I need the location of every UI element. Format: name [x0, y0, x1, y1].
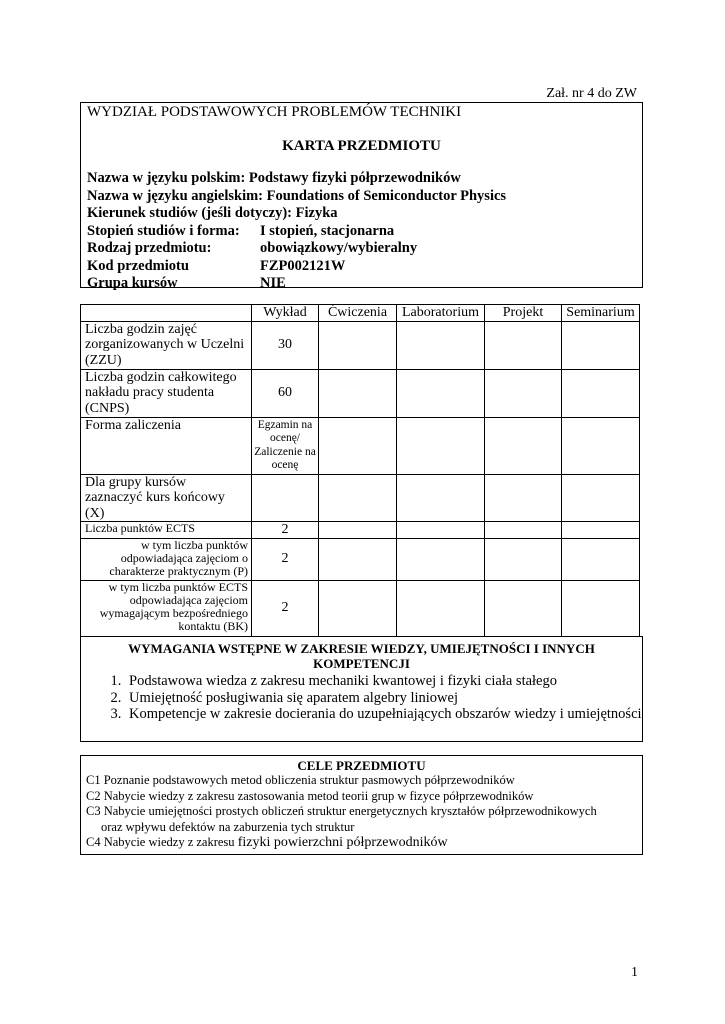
row-label: Liczba godzin całkowitego nakładu pracy studenta (CNPS)	[81, 369, 252, 417]
empty-cell	[319, 522, 397, 539]
lecture-cell: 30	[252, 321, 319, 369]
course-header-box	[80, 102, 643, 291]
empty-cell	[397, 474, 485, 522]
info-value: Foundations of Semiconductor Physics	[266, 187, 507, 204]
info-value: obowiązkowy/wybieralny	[260, 240, 418, 256]
row-label: w tym liczba punktów odpowiadająca zajęciom o charakterze praktycznym (P)	[81, 538, 252, 580]
info-value: Podstawy fizyki półprzewodników	[248, 170, 461, 186]
info-row-level	[87, 223, 636, 241]
hours-table	[80, 304, 640, 637]
empty-cell	[397, 417, 485, 474]
table-row	[81, 417, 640, 474]
info-value: NIE	[260, 275, 286, 291]
empty-cell	[562, 474, 640, 522]
empty-cell	[319, 321, 397, 369]
prerequisites-box	[80, 636, 643, 742]
table-header-row	[81, 305, 640, 322]
column-header: Ćwiczenia	[319, 305, 397, 322]
course-goals-box	[80, 755, 643, 855]
empty-cell	[397, 522, 485, 539]
goal-c3: C3 Nabycie umiejętności prostych obliczeń struktur energetycznych kryształów półprzewodnikowych	[86, 804, 597, 818]
empty-cell	[485, 369, 562, 417]
table-row	[81, 522, 640, 539]
empty-cell	[485, 474, 562, 522]
table-row	[81, 538, 640, 580]
column-header: Laboratorium	[397, 305, 485, 322]
page-number: 1	[631, 965, 638, 980]
info-label: Stopień studiów i forma:	[87, 222, 240, 239]
empty-cell	[562, 417, 640, 474]
info-label: Nazwa w języku angielskim:	[87, 187, 264, 204]
lecture-cell: 2	[252, 538, 319, 580]
goal-c3-continuation: oraz wpływu defektów na zaburzenia tych struktur	[101, 819, 355, 834]
empty-cell	[397, 321, 485, 369]
empty-cell	[562, 369, 640, 417]
row-label: w tym liczba punktów ECTS odpowiadająca zajęciom wymagającym bezpośredniego kontaktu (BK)	[81, 580, 252, 636]
empty-cell	[562, 321, 640, 369]
goal-c1: C1 Poznanie podstawowych metod obliczenia struktur pasmowych półprzewodników	[86, 773, 515, 787]
info-row-name-en	[87, 188, 636, 206]
list-item: 1. Podstawowa wiedza z zakresu mechaniki kwantowej i fizyki ciała stałego	[125, 673, 642, 690]
table-row	[81, 321, 640, 369]
prerequisites-title: WYMAGANIA WSTĘPNE W ZAKRESIE WIEDZY, UMIEJĘTNOŚCI I INNYCH KOMPETENCJI	[128, 641, 595, 671]
table-row	[81, 580, 640, 636]
list-item: 3. Kompetencje w zakresie docierania do uzupełniających obszarów wiedzy i umiejętności	[125, 706, 642, 723]
column-header: Seminarium	[562, 305, 640, 322]
column-header: Wykład	[252, 305, 319, 322]
info-label: Kierunek studiów (jeśli dotyczy):	[87, 205, 292, 221]
empty-cell	[319, 538, 397, 580]
lecture-cell: 2	[252, 522, 319, 539]
empty-cell	[319, 417, 397, 474]
info-value: Fizyka	[295, 205, 338, 221]
row-label: Forma zaliczenia	[81, 417, 252, 474]
empty-cell	[562, 522, 640, 539]
info-row-type	[87, 240, 636, 258]
info-row-field	[87, 205, 636, 223]
empty-cell	[485, 522, 562, 539]
row-label: Dla grupy kursów zaznaczyć kurs końcowy (X)	[81, 474, 252, 522]
empty-cell	[485, 417, 562, 474]
empty-cell	[485, 321, 562, 369]
card-title: KARTA PRZEDMIOTU	[282, 138, 441, 154]
table-corner-cell	[81, 305, 252, 322]
row-label: Liczba godzin zajęć zorganizowanych w Uczelni (ZZU)	[81, 321, 252, 369]
info-row-code	[87, 258, 636, 276]
info-row-group	[87, 275, 636, 293]
lecture-cell: Egzamin na ocenę/ Zaliczenie na ocenę	[252, 417, 319, 474]
goal-c4-rest: fizyki powierzchni półprzewodników	[237, 835, 448, 850]
empty-cell	[319, 474, 397, 522]
goals-title: CELE PRZEDMIOTU	[297, 758, 426, 773]
info-row-name-pl	[87, 170, 636, 188]
info-label: Kod przedmiotu	[87, 257, 189, 274]
empty-cell	[485, 580, 562, 636]
empty-cell	[562, 538, 640, 580]
table-row	[81, 369, 640, 417]
goal-c2: C2 Nabycie wiedzy z zakresu zastosowania metod teorii grup w fizyce półprzewodników	[86, 788, 534, 803]
goal-c4	[86, 835, 637, 851]
info-value: FZP002121W	[260, 257, 346, 274]
column-header: Projekt	[485, 305, 562, 322]
empty-cell	[397, 369, 485, 417]
list-item: 2. Umiejętność posługiwania się aparatem algebry liniowej	[125, 690, 642, 707]
lecture-cell: 2	[252, 580, 319, 636]
prerequisites-list	[81, 673, 642, 723]
info-label: Grupa kursów	[87, 275, 178, 291]
row-label: Liczba punktów ECTS	[81, 522, 252, 539]
empty-cell	[397, 580, 485, 636]
info-label: Nazwa w języku polskim:	[87, 170, 246, 186]
empty-cell	[397, 538, 485, 580]
course-info	[87, 170, 636, 293]
lecture-cell: 60	[252, 369, 319, 417]
lecture-cell	[252, 474, 319, 522]
empty-cell	[562, 580, 640, 636]
info-label: Rodzaj przedmiotu:	[87, 240, 212, 256]
empty-cell	[319, 369, 397, 417]
goal-c4-prefix: C4 Nabycie wiedzy z zakresu	[86, 835, 235, 849]
table-row	[81, 474, 640, 522]
empty-cell	[485, 538, 562, 580]
faculty-name: WYDZIAŁ PODSTAWOWYCH PROBLEMÓW TECHNIKI	[87, 104, 462, 120]
info-value: I stopień, stacjonarna	[260, 222, 395, 239]
attachment-note: Zał. nr 4 do ZW	[546, 86, 637, 101]
empty-cell	[319, 580, 397, 636]
